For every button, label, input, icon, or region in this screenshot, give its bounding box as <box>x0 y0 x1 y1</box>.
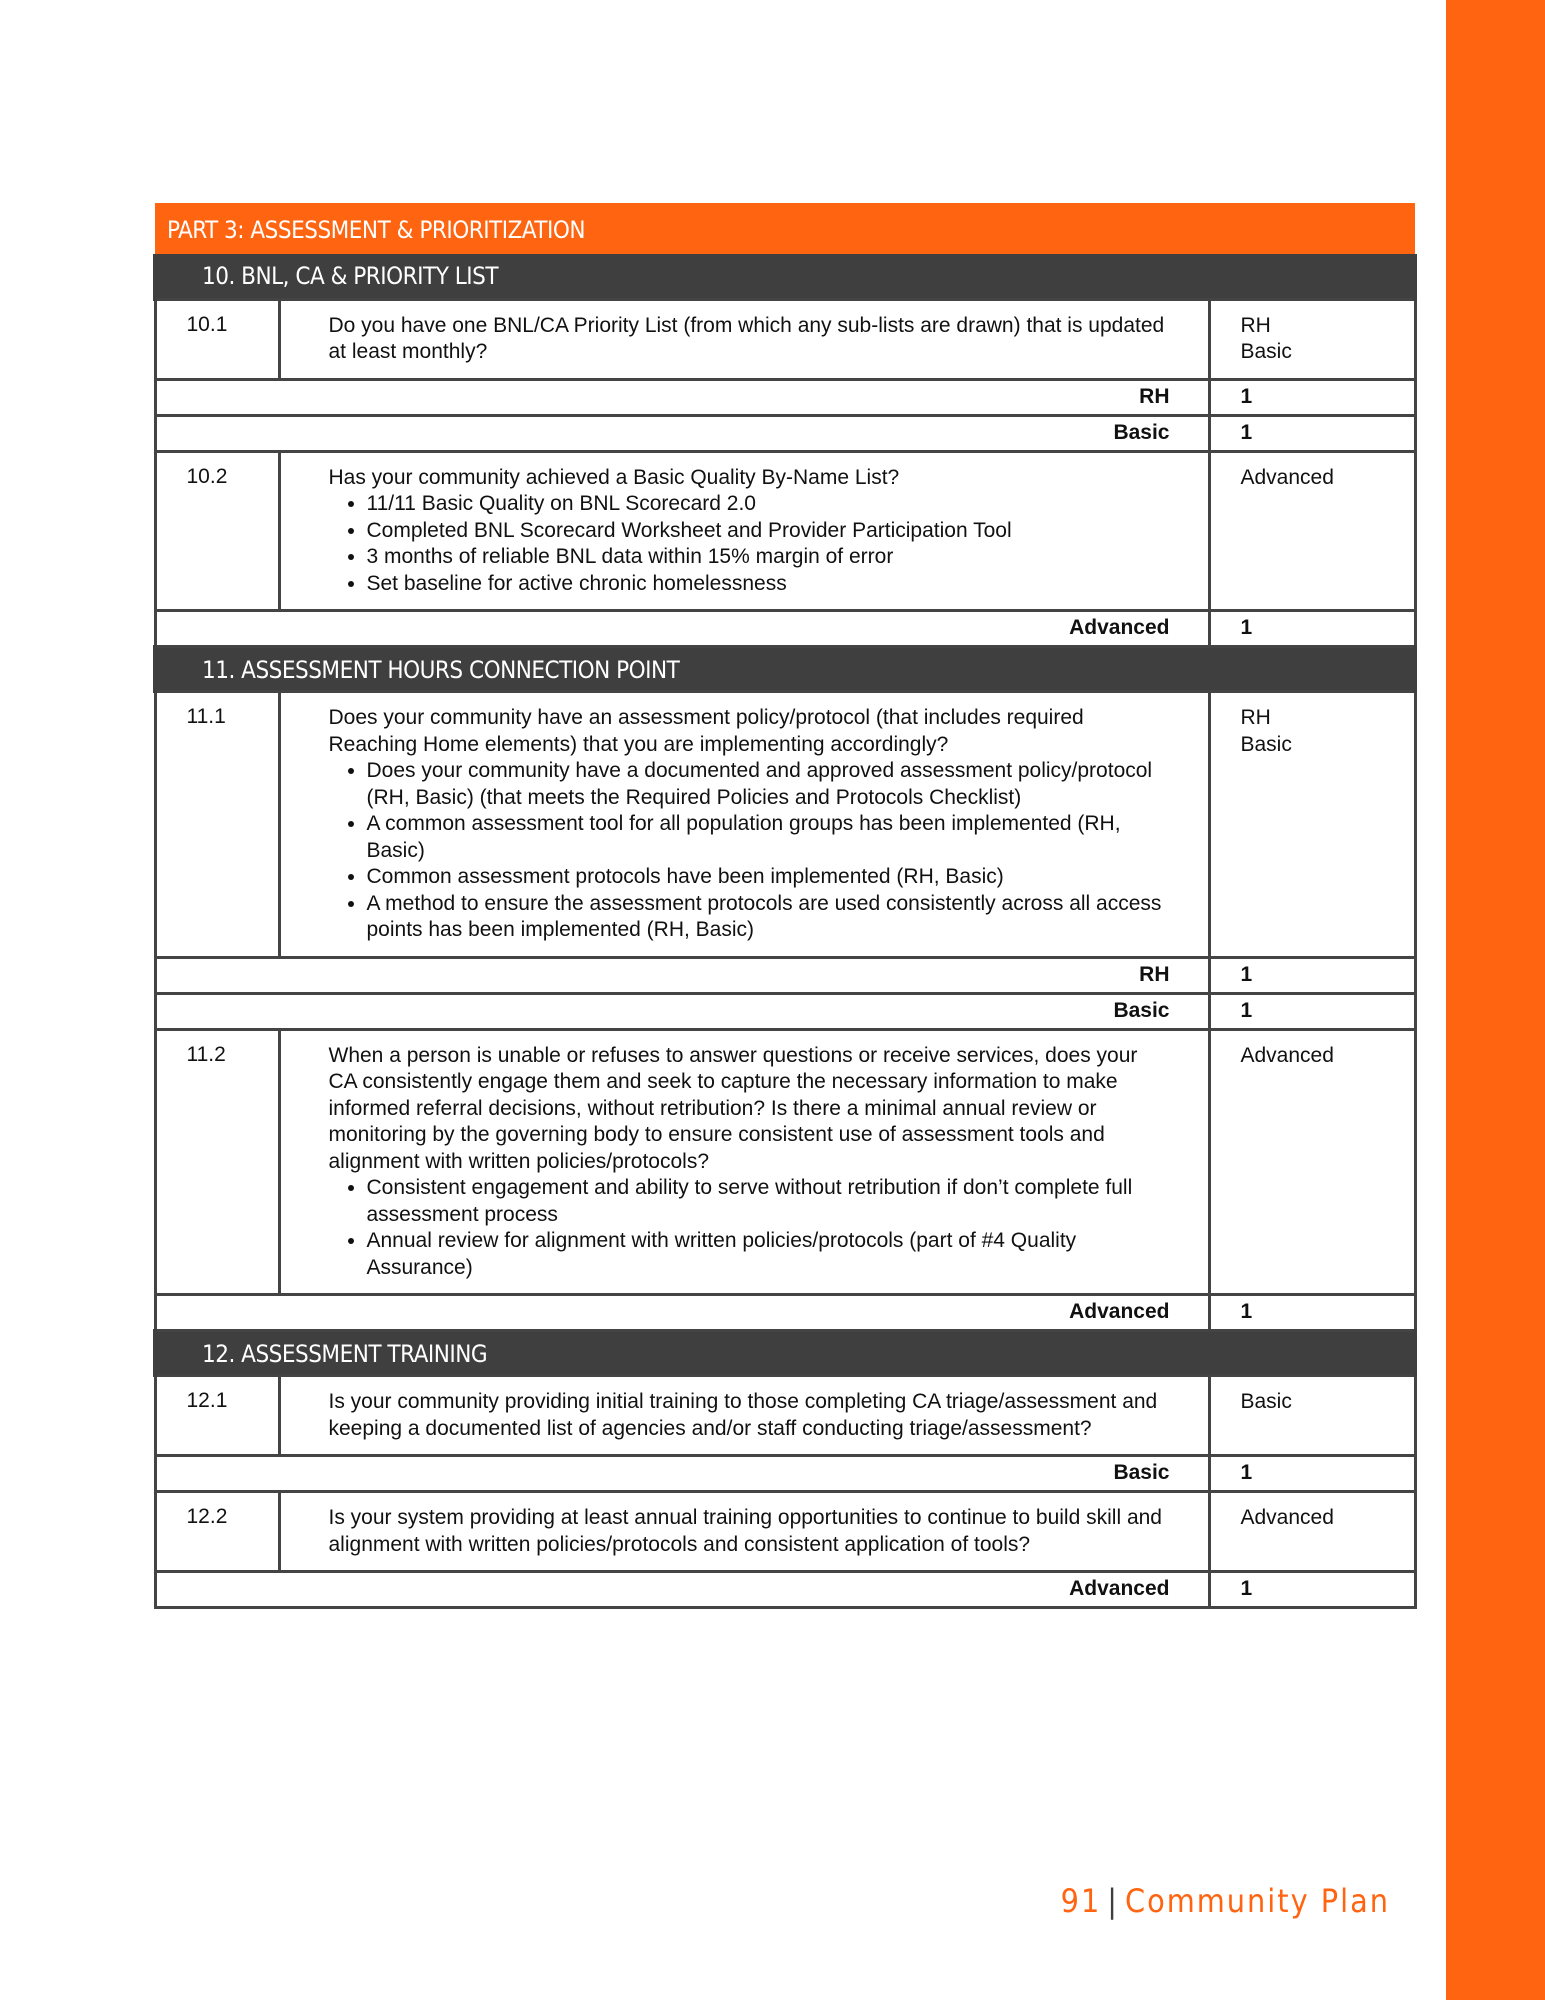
question-row <box>155 299 1415 379</box>
level-cell <box>1209 692 1415 958</box>
level-cell <box>1209 1029 1415 1295</box>
question-number: 12.2 <box>155 1492 279 1572</box>
criteria-item: • Does your community have a documented and approved assessment policy/protocol (RH, Basic) (that meets the Required Policies and Protocols Checklist) <box>367 758 1168 811</box>
score-value: 1 <box>1209 957 1415 993</box>
question-row <box>155 1492 1415 1572</box>
footer-title: Community Plan <box>1124 1882 1390 1920</box>
question-cell <box>279 299 1209 379</box>
section-header-row <box>155 647 1415 692</box>
score-label: Basic <box>155 993 1209 1029</box>
question-row <box>155 692 1415 958</box>
part-header-row <box>155 203 1415 254</box>
question-text: Is your community providing initial training to those completing CA triage/assessment and keeping a documented list of agencies and/or staff conducting triage/assessment? <box>328 1390 1158 1440</box>
criteria-list <box>329 758 1168 944</box>
score-row <box>155 1572 1415 1608</box>
score-label: RH <box>155 957 1209 993</box>
question-cell <box>279 1376 1209 1456</box>
question-cell <box>279 692 1209 958</box>
level-label: Basic <box>1240 340 1292 363</box>
question-text: Has your community achieved a Basic Quality By-Name List? <box>328 465 900 489</box>
assessment-table <box>153 203 1417 1609</box>
level-label: Basic <box>1240 732 1292 756</box>
score-label: Basic <box>155 1456 1209 1492</box>
level-label: Basic <box>1240 1390 1292 1413</box>
question-text: When a person is unable or refuses to answer questions or receive services, does your CA consistently engage them and seek to capture the necessary information to make informed referral decisions, without retribution? Is there a minimal annual review or monitoring by the governing body to ensure consistent use of assessment tools and alignment with written policies/protocols? <box>328 1043 1138 1173</box>
score-value: 1 <box>1209 1456 1415 1492</box>
score-label: Basic <box>155 415 1209 451</box>
question-cell <box>279 1029 1209 1295</box>
score-row <box>155 415 1415 451</box>
criteria-item: • 11/11 Basic Quality on BNL Scorecard 2.0 <box>367 491 1168 518</box>
criteria-item: • Completed BNL Scorecard Worksheet and Provider Participation Tool <box>367 518 1168 545</box>
question-number: 10.1 <box>155 299 279 379</box>
level-cell <box>1209 299 1415 379</box>
criteria-item: • Annual review for alignment with written policies/protocols (part of #4 Quality Assurance) <box>367 1228 1168 1281</box>
section-header-row <box>155 254 1415 299</box>
question-row <box>155 1029 1415 1295</box>
score-row <box>155 993 1415 1029</box>
score-value: 1 <box>1209 1572 1415 1608</box>
page-number: 91 <box>1060 1882 1102 1920</box>
level-label: Advanced <box>1240 1506 1334 1529</box>
score-row <box>155 1295 1415 1331</box>
score-value: 1 <box>1209 993 1415 1029</box>
question-row <box>155 451 1415 611</box>
level-cell <box>1209 1492 1415 1572</box>
question-number: 10.2 <box>155 451 279 611</box>
section-title: 10. BNL, CA & PRIORITY LIST <box>155 254 1415 299</box>
criteria-list <box>329 1175 1168 1281</box>
orange-side-bar <box>1446 0 1545 2000</box>
level-label: Advanced <box>1240 1043 1334 1067</box>
level-cell <box>1209 1376 1415 1456</box>
criteria-item: • 3 months of reliable BNL data within 15% margin of error <box>367 544 1168 571</box>
criteria-list <box>329 491 1168 597</box>
score-label: Advanced <box>155 1572 1209 1608</box>
section-title: 11. ASSESSMENT HOURS CONNECTION POINT <box>155 647 1415 692</box>
score-row <box>155 1456 1415 1492</box>
level-label: RH <box>1240 706 1271 729</box>
level-cell <box>1209 451 1415 611</box>
criteria-item: • Set baseline for active chronic homelessness <box>367 571 1168 598</box>
page-footer <box>1061 1882 1390 1920</box>
footer-separator: | <box>1107 1882 1119 1920</box>
section-header-row <box>155 1331 1415 1376</box>
score-row <box>155 379 1415 415</box>
question-cell <box>279 451 1209 611</box>
part-title: PART 3: ASSESSMENT & PRIORITIZATION <box>155 203 1415 254</box>
level-label: Advanced <box>1240 465 1334 489</box>
score-row <box>155 611 1415 647</box>
criteria-item: • Consistent engagement and ability to serve without retribution if don’t complete full assessment process <box>367 1175 1168 1228</box>
criteria-item: • A common assessment tool for all population groups has been implemented (RH, Basic) <box>367 811 1168 864</box>
question-text: Do you have one BNL/CA Priority List (from which any sub-lists are drawn) that is updated at least monthly? <box>328 313 1165 363</box>
score-row <box>155 957 1415 993</box>
question-number: 12.1 <box>155 1376 279 1456</box>
score-value: 1 <box>1209 1295 1415 1331</box>
question-number: 11.1 <box>155 692 279 958</box>
question-row <box>155 1376 1415 1456</box>
score-label: Advanced <box>155 1295 1209 1331</box>
question-text: Does your community have an assessment policy/protocol (that includes required Reaching Home elements) that you are implementing accordingly? <box>328 706 1084 756</box>
score-value: 1 <box>1209 379 1415 415</box>
score-label: RH <box>155 379 1209 415</box>
section-title: 12. ASSESSMENT TRAINING <box>155 1331 1415 1376</box>
score-value: 1 <box>1209 611 1415 647</box>
question-cell <box>279 1492 1209 1572</box>
score-value: 1 <box>1209 415 1415 451</box>
score-label: Advanced <box>155 611 1209 647</box>
question-number: 11.2 <box>155 1029 279 1295</box>
criteria-item: • A method to ensure the assessment protocols are used consistently across all access points has been implemented (RH, Basic) <box>367 891 1168 944</box>
question-text: Is your system providing at least annual training opportunities to continue to build skill and alignment with written policies/protocols and consistent application of tools? <box>328 1506 1162 1556</box>
level-label: RH <box>1240 313 1271 337</box>
criteria-item: • Common assessment protocols have been implemented (RH, Basic) <box>367 864 1168 891</box>
